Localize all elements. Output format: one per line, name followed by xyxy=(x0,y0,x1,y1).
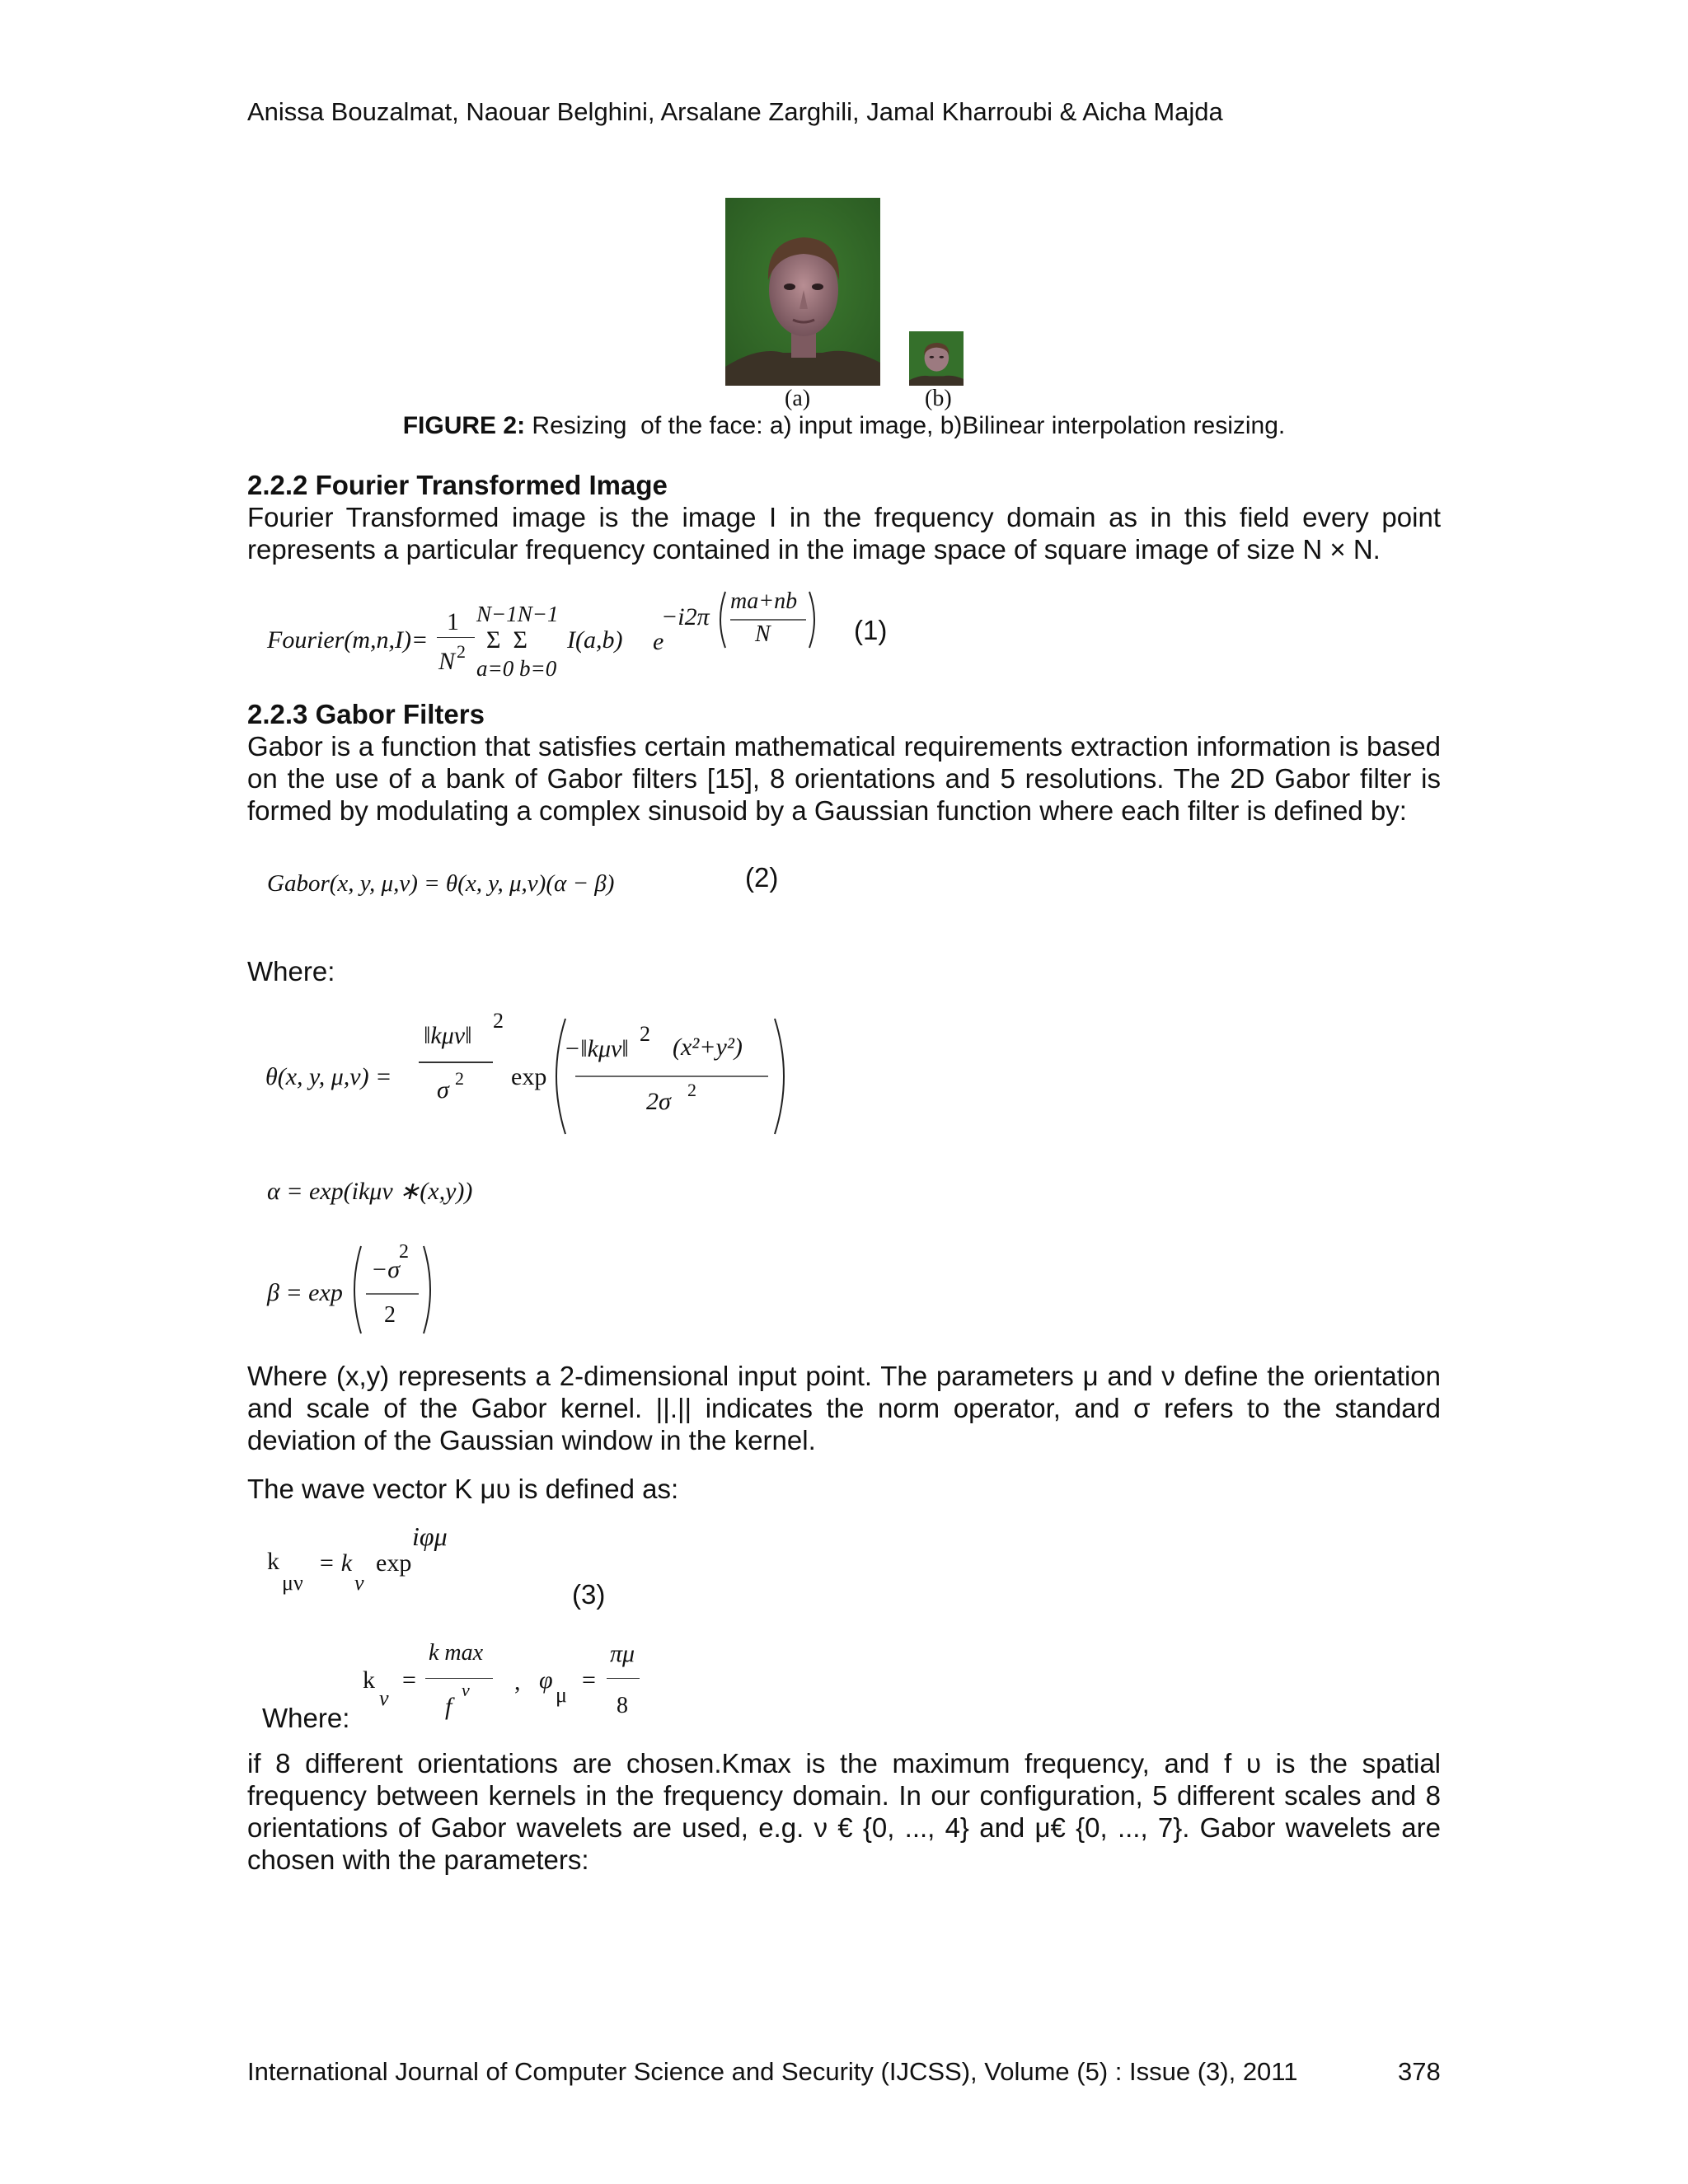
eq1-n: N xyxy=(438,648,456,675)
face-resized-image xyxy=(909,331,964,386)
beta-lhs: β = exp xyxy=(267,1279,343,1306)
figure-caption-label: FIGURE 2: xyxy=(402,412,526,439)
kv-f: f xyxy=(445,1693,452,1720)
eq3-number: (3) xyxy=(572,1579,606,1610)
alpha-equation: α = exp(ikμν ∗(x,y)) xyxy=(267,1178,473,1205)
eq3-sub-v: ν xyxy=(354,1571,364,1595)
eq3-sub-muv: μν xyxy=(282,1571,303,1595)
eq1-n-exp: 2 xyxy=(457,641,466,662)
eq1-exp-prefix: −i2π xyxy=(661,603,710,630)
figure-label-b: (b) xyxy=(925,386,952,411)
page-number: 378 xyxy=(1398,2057,1441,2086)
phi-den: 8 xyxy=(617,1693,628,1718)
phi: φ xyxy=(539,1666,553,1694)
beta-num-sup: 2 xyxy=(399,1241,409,1263)
eq1-iab: I(a,b) xyxy=(567,626,623,654)
phi-sub: μ xyxy=(556,1683,567,1707)
running-header: Anissa Bouzalmat, Naouar Belghini, Arsalane Zarghili, Jamal Kharroubi & Aicha Majda xyxy=(247,97,1223,126)
eq1-lhs: Fourier(m,n,I)= xyxy=(267,626,429,654)
kv-k: k xyxy=(363,1666,375,1694)
section-heading-gabor: 2.2.3 Gabor Filters xyxy=(247,699,485,729)
eq1-exp-den: N xyxy=(755,621,771,647)
kv-comma: , xyxy=(514,1668,521,1695)
theta-inner-xy: (x²+y²) xyxy=(673,1033,743,1061)
eq1-one: 1 xyxy=(447,608,459,635)
eq2: Gabor(x, y, μ,ν) = θ(x, y, μ,ν)(α − β) xyxy=(267,870,615,897)
kv-equals: = xyxy=(402,1666,416,1694)
journal-footer: International Journal of Computer Science and Security (IJCSS), Volume (5) : Issue (3), 2011 xyxy=(247,2057,1298,2086)
where-label-1: Where: xyxy=(247,956,335,987)
eq1-fraction-bar xyxy=(437,637,475,638)
theta-num: ‖kμν‖ xyxy=(424,1022,472,1049)
where-label-2: Where: xyxy=(262,1703,350,1733)
theta-inner-num: −‖kμν‖ xyxy=(564,1035,629,1062)
section-heading-fourier: 2.2.2 Fourier Transformed Image xyxy=(247,470,668,500)
figure-label-a: (a) xyxy=(785,386,811,411)
eq1-number: (1) xyxy=(854,615,888,645)
eq1-e: e xyxy=(653,628,664,655)
theta-lhs: θ(x, y, μ,ν) = xyxy=(265,1063,392,1090)
figure-caption xyxy=(247,412,1441,440)
paragraph-wave-vector: The wave vector K μυ is defined as: xyxy=(247,1474,679,1504)
eq3-sup: iφμ xyxy=(412,1521,448,1551)
phi-num: πμ xyxy=(610,1640,635,1667)
phi-fraction-bar xyxy=(607,1678,640,1679)
theta-inner-sup: 2 xyxy=(640,1022,650,1046)
theta-fraction-bar xyxy=(419,1062,493,1063)
eq1-exp-num: ma+nb xyxy=(730,588,798,614)
theta-num-sup: 2 xyxy=(493,1009,504,1033)
kv-f-sup: ν xyxy=(462,1680,470,1700)
eq1-sum-lower: a=0 b=0 xyxy=(476,656,557,681)
figure-caption-text: Resizing of the face: a) input image, b)Bilinear interpolation resizing. xyxy=(525,412,1286,439)
theta-inner-den: 2σ xyxy=(646,1088,671,1115)
kv-kmax: k max xyxy=(429,1640,484,1666)
paragraph-final: if 8 different orientations are chosen.Kmax is the maximum frequency, and f υ is the spatial frequency between kernels in the frequency domain. In our configuration, 5 different scales and 8 orientations of Gabor wavelets are used, e.g. ν € {0, ..., 4} and μ€ {0, ..., 7}. Gabor wavelets are chosen with the parameters: xyxy=(247,1748,1441,1875)
beta-den: 2 xyxy=(384,1302,396,1328)
theta-big-paren xyxy=(551,1015,790,1137)
face-input-image xyxy=(725,198,880,386)
eq2-number: (2) xyxy=(745,862,779,893)
theta-exp: exp xyxy=(511,1063,547,1090)
paragraph-parameters: Where (x,y) represents a 2-dimensional input point. The parameters μ and ν define the orientation and scale of the Gabor kernel. ||.|| indicates the norm operator, and σ refers to the standard deviation of the Gaussian window in the kernel. xyxy=(247,1361,1441,1455)
theta-inner-den-sup: 2 xyxy=(687,1080,696,1100)
beta-num: −σ xyxy=(371,1256,401,1283)
paragraph-fourier: Fourier Transformed image is the image I in the frequency domain as in this field every point represents a particular frequency contained in the image space of square image of size N × N. xyxy=(247,502,1441,565)
theta-den: σ xyxy=(437,1076,449,1104)
eq3-eq-kv: = k xyxy=(318,1549,353,1577)
kv-sub: ν xyxy=(379,1686,389,1710)
eq1-sum-upper: N−1N−1 xyxy=(476,602,559,626)
phi-equals: = xyxy=(582,1666,596,1694)
paragraph-gabor: Gabor is a function that satisfies certain mathematical requirements extraction information is based on the use of a bank of Gabor filters [15], 8 orientations and 5 resolutions. The 2D Gabor filter is formed by modulating a complex sinusoid by a Gaussian function where each filter is defined by: xyxy=(247,731,1441,826)
eq3-exp: exp xyxy=(376,1549,412,1577)
theta-den-sup: 2 xyxy=(455,1068,464,1089)
kv-fraction-bar xyxy=(425,1678,493,1679)
eq3-k: k xyxy=(267,1548,279,1575)
eq1-sigmas: Σ Σ xyxy=(486,626,528,654)
